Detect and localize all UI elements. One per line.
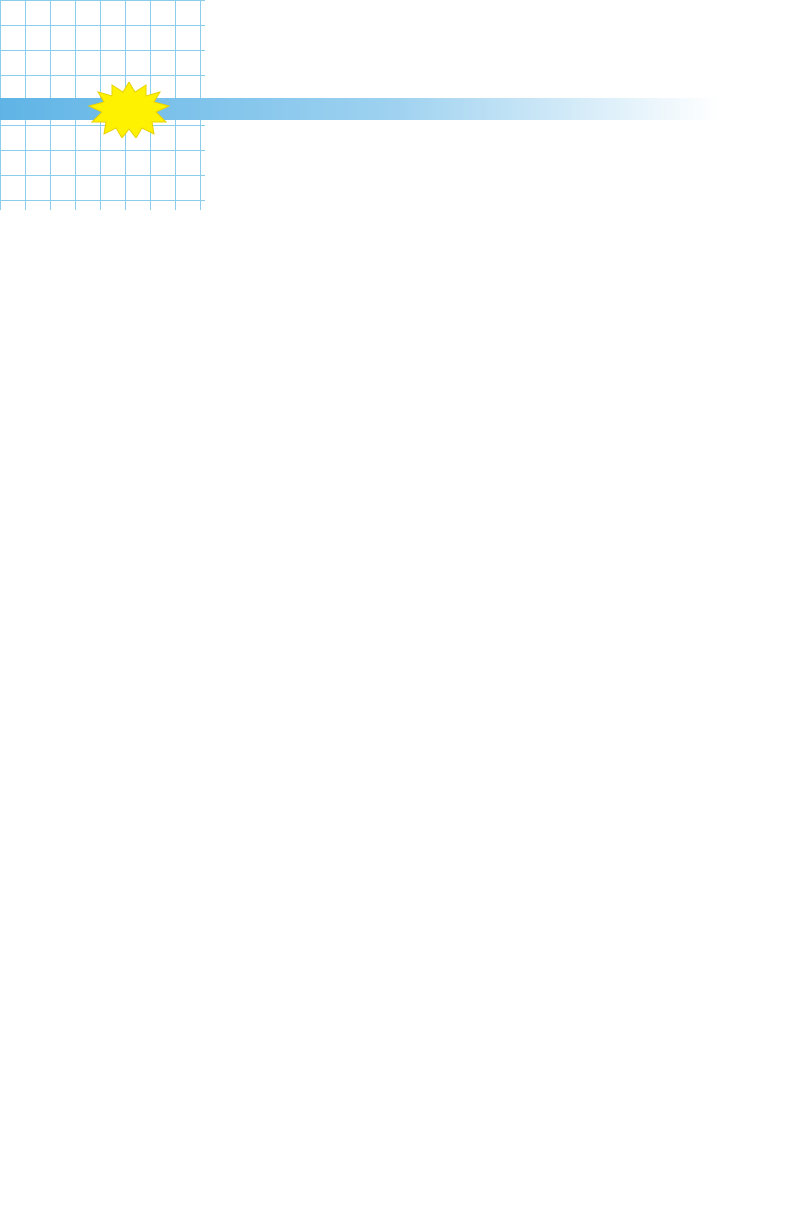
starburst-badge xyxy=(88,82,170,138)
